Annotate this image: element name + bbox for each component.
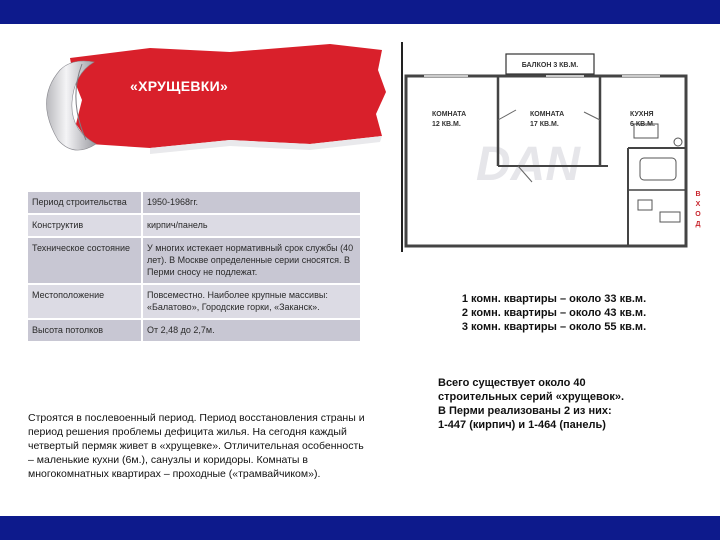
- room1-area: 12 КВ.М.: [432, 121, 461, 128]
- flat-size-line: 1 комн. квартиры – около 33 кв.м.: [461, 293, 647, 305]
- entrance-letter: Д: [695, 221, 701, 228]
- flat-sizes: [398, 292, 710, 334]
- floor-plan-drawing: [398, 40, 710, 288]
- table-key: Период строительства: [28, 192, 142, 214]
- flat-size-line: 3 комн. квартиры – около 55 кв.м.: [461, 321, 647, 333]
- room2-area: 17 КВ.М.: [530, 121, 559, 128]
- series-line: В Перми реализованы 2 из них:: [438, 405, 612, 417]
- series-line: строительных серий «хрущевок».: [438, 391, 625, 403]
- watermark: DAN: [476, 138, 580, 191]
- table-row: [28, 192, 360, 214]
- top-bar: [0, 0, 720, 24]
- table-value: От 2,48 до 2,7м.: [142, 319, 360, 342]
- torn-paper-graphic: [30, 40, 390, 158]
- entrance-letter: В: [695, 191, 701, 198]
- floor-plan: [398, 40, 710, 288]
- table-value: кирпич/панель: [142, 214, 360, 237]
- table-value: Повсеместно. Наиболее крупные массивы: «Балатово», Городские горки, «Заканск».: [142, 284, 360, 319]
- table-key: Техническое состояние: [28, 237, 142, 284]
- description: Строятся в послевоенный период. Период восстановления страны и период решения проблемы дефицита жилья. На сегодня каждый четвертый пермяк живет в «хрущевке». Отличительная особенность – маленькие кухни (6м.), санузлы и коридоры. Комнаты в многокомнатных квартирах – проходные («трамвайчиком»).: [28, 412, 365, 480]
- table-row: [28, 319, 360, 342]
- series-info: [438, 376, 688, 432]
- table-row: [28, 214, 360, 237]
- table-value: 1950-1968гг.: [142, 192, 360, 214]
- series-line: Всего существует около 40: [438, 377, 586, 389]
- entrance-letter: Х: [695, 201, 701, 208]
- banner-title: «ХРУЩЕВКИ»: [130, 78, 229, 94]
- table-row: [28, 237, 360, 284]
- room2-name: КОМНАТА: [530, 111, 565, 118]
- table-row: [28, 284, 360, 319]
- kitchen-area: 6 КВ.М.: [630, 121, 655, 128]
- table-key: Высота потолков: [28, 319, 142, 342]
- table-value: У многих истекает нормативный срок службы (40 лет). В Москве определенные серии сносятся. В Перми сносу не подлежат.: [142, 237, 360, 284]
- bottom-bar: [0, 516, 720, 540]
- kitchen-name: КУХНЯ: [630, 111, 654, 118]
- balcony-label: БАЛКОН 3 КВ.М.: [521, 62, 579, 69]
- flat-size-line: 2 комн. квартиры – около 43 кв.м.: [461, 307, 647, 319]
- table-key: Конструктив: [28, 214, 142, 237]
- table-key: Местоположение: [28, 284, 142, 319]
- banner: [30, 40, 390, 158]
- series-line: 1-447 (кирпич) и 1-464 (панель): [438, 419, 606, 431]
- room1-name: КОМНАТА: [432, 111, 467, 118]
- info-table: [28, 192, 360, 343]
- entrance-letter: О: [695, 211, 701, 218]
